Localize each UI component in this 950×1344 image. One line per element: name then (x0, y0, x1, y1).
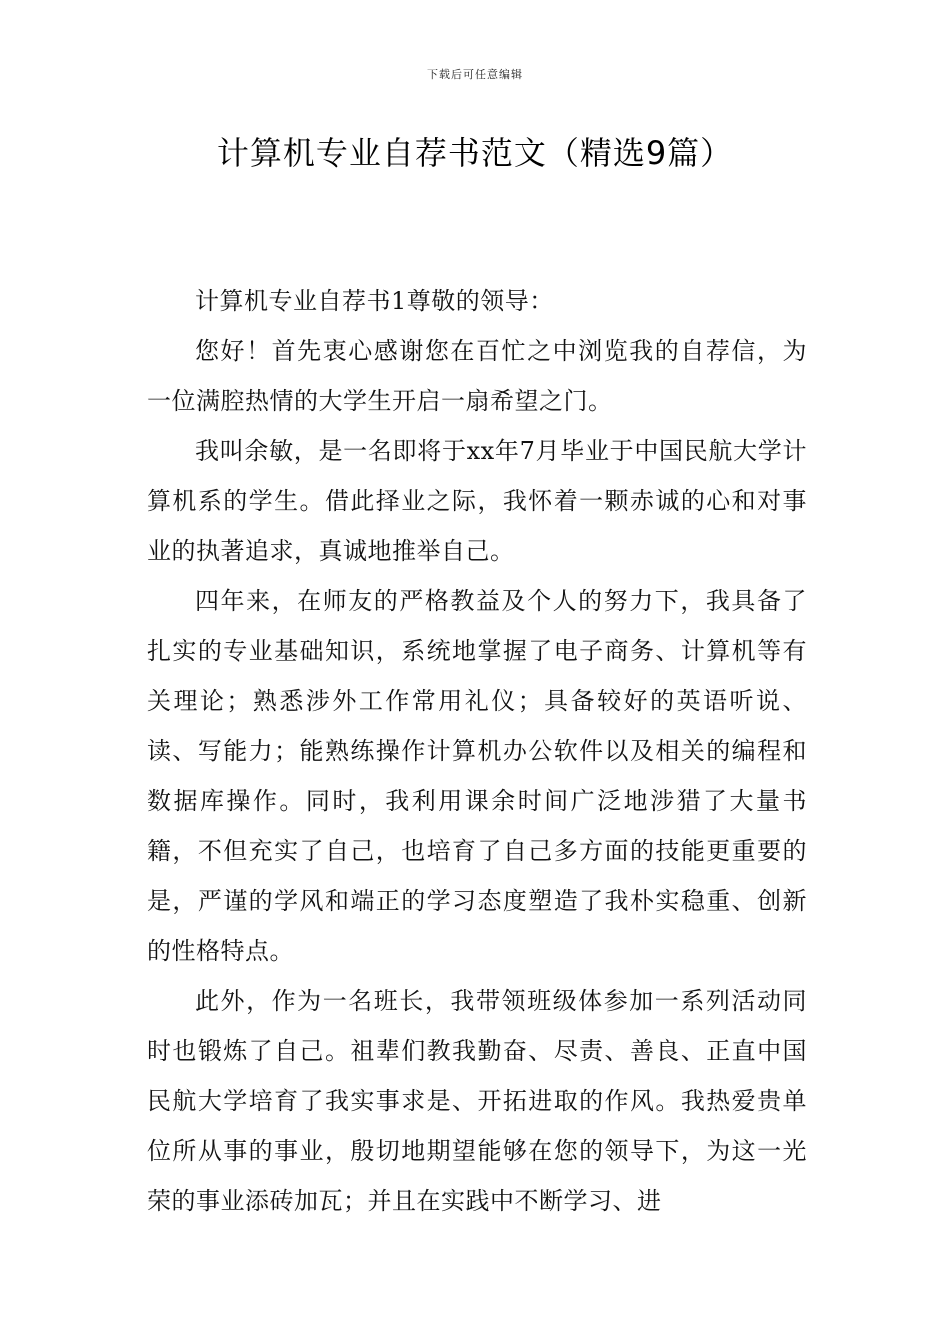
paragraph-greeting: 计算机专业自荐书1尊敬的领导： (195, 287, 554, 315)
paragraph-experience: 此外，作为一名班长，我带领班级体参加一系列活动同时也锻炼了自己。祖辈们教我勤奋、尽责、善良、正直中国民航大学培育了我实事求是、开拓进取的作风。我热爱贵单位所从事的事业，殷切地期望能够在您的领导下，为这一光荣的事业添砖加瓦；并且在实践中不断学习、进 (147, 987, 807, 1215)
paragraph-intro: 您好！首先衷心感谢您在百忙之中浏览我的自荐信，为一位满腔热情的大学生开启一扇希望之门。 (147, 337, 807, 415)
paragraph-skills: 四年来，在师友的严格教益及个人的努力下，我具备了扎实的专业基础知识，系统地掌握了电子商务、计算机等有关理论；熟悉涉外工作常用礼仪；具备较好的英语听说、读、写能力；能熟练操作计算机办公软件以及相关的编程和数据库操作。同时，我利用课余时间广泛地涉猎了大量书籍，不但充实了自己，也培育了自己多方面的技能更重要的是，严谨的学风和端正的学习态度塑造了我朴实稳重、创新的性格特点。 (147, 587, 807, 965)
header-note: 下载后可任意编辑 (427, 68, 523, 81)
document-title: 计算机专业自荐书范文（精选9篇） (216, 134, 734, 172)
paragraph-self-introduction: 我叫余敏，是一名即将于xx年7月毕业于中国民航大学计算机系的学生。借此择业之际，我怀着一颗赤诚的心和对事业的执著追求，真诚地推举自己。 (147, 437, 807, 565)
document-body (147, 276, 807, 1226)
